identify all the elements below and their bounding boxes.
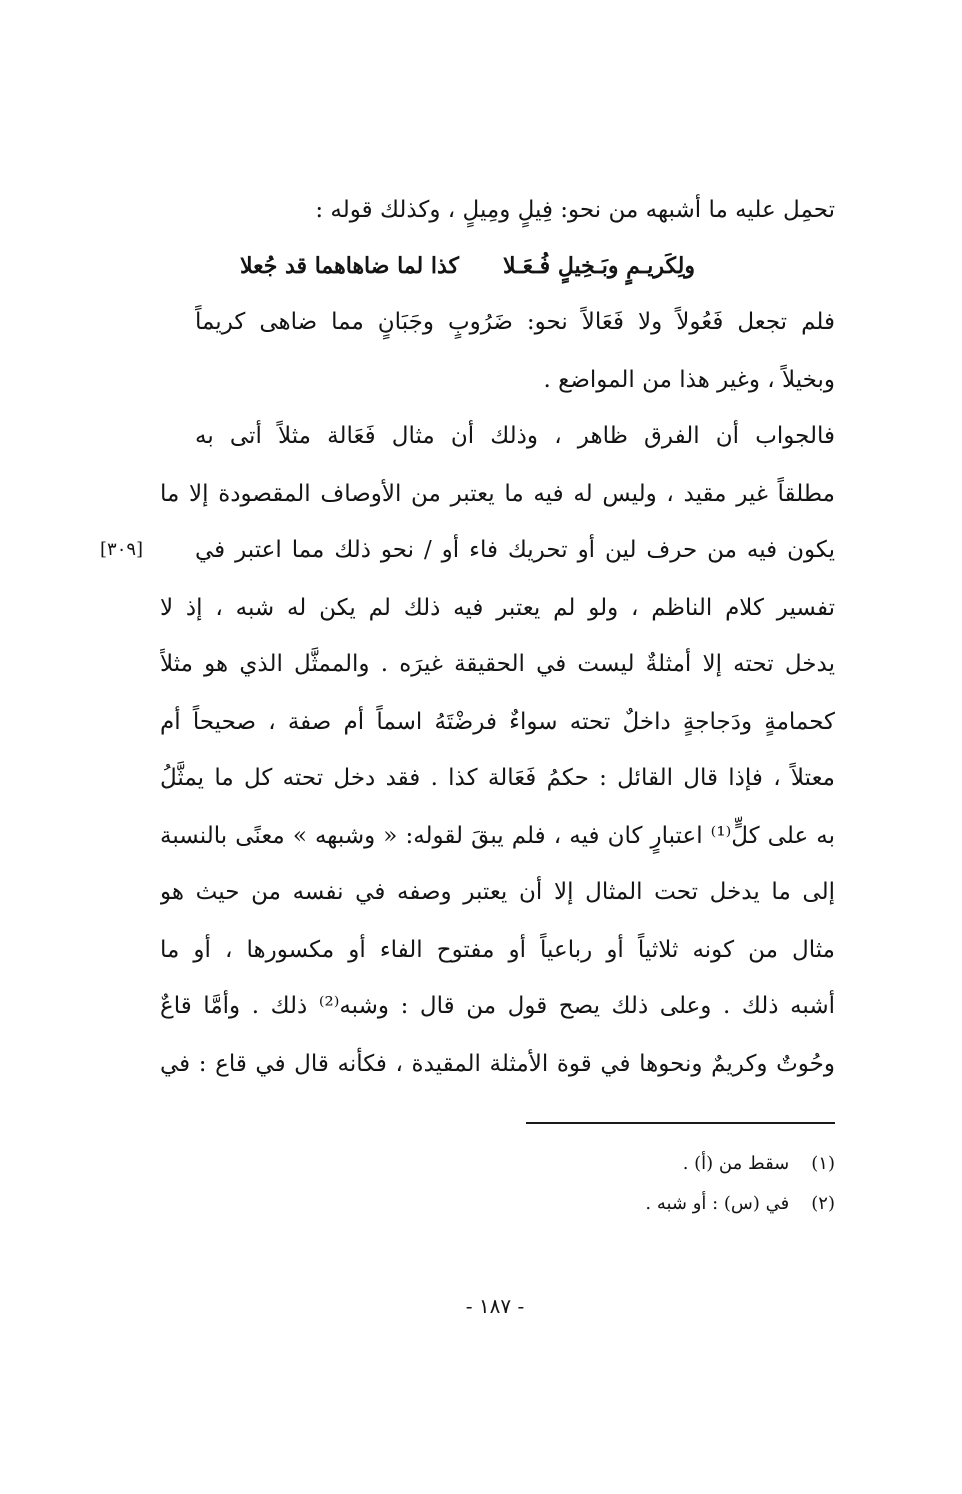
text-line-9: كحمامةٍ ودَجاجةٍ داخلٌ تحته سواءٌ فرضْتَهُ اسماً أم صفة ، صحيحاً أم — [160, 709, 835, 735]
footnote-number: (١) — [811, 1153, 835, 1174]
text-line-7: تفسير كلام الناظم ، ولو لم يعتبر فيه ذلك لم يكن له شبه ، إذ لا — [160, 595, 835, 621]
footnote-text: في (س) : أو شبه . — [645, 1193, 790, 1214]
text-line-13: مثال من كونه ثلاثياً أو رباعياً أو مفتوح الفاء أو مكسورها ، أو ما — [160, 937, 835, 963]
footnote-1 — [683, 1150, 835, 1178]
footnote-separator — [526, 1122, 835, 1124]
text-line-4: فالجواب أن الفرق ظاهر ، وذلك أن مثال فَعَالة مثلاً أتى به — [195, 423, 835, 449]
text-line-15: وحُوتٌ وكريمٌ ونحوها في قوة الأمثلة المقيدة ، فكأنه قال في قاع : في — [160, 1051, 835, 1077]
verse-second-hemistich: كذا لما ضاهاهما قد جُعلا — [240, 253, 460, 279]
footnote-text: سقط من (أ) . — [682, 1153, 790, 1174]
text-line-2: فلم تجعل فَعُولاً ولا فَعَالاً نحو: ضَرُوبٍ وجَبَانٍ مما ضاهى كريماً — [195, 309, 835, 335]
text-line-12: إلى ما يدخل تحت المثال إلا أن يعتبر وصفه في نفسه من حيث هو — [160, 879, 835, 905]
text-line-8: يدخل تحته إلا أمثلةٌ ليست في الحقيقة غيرَه . والممثَّل الذي هو مثلاً — [160, 651, 835, 677]
page-number: - ١٨٧ - — [465, 1294, 525, 1318]
footnote-number: (٢) — [811, 1193, 835, 1214]
text-line-14: أشبه ذلك . وعلى ذلك يصح قول من قال : وشبه⁽²⁾ ذلك . وأمَّا قاعٌ — [160, 993, 835, 1019]
footnote-2 — [645, 1190, 835, 1218]
text-line-11: به على كلٍّ⁽¹⁾ اعتبارٍ كان فيه ، فلم يبقَ لقوله: « وشبهه » معنًى بالنسبة — [160, 823, 835, 849]
text-line-5: مطلقاً غير مقيد ، وليس له فيه ما يعتبر من الأوصاف المقصودة إلا ما — [160, 481, 835, 507]
text-line-10: معتلاً ، فإذا قال القائل : حكمُ فَعَالة كذا . فقد دخل تحته كل ما يمثَّلُ — [160, 765, 835, 791]
text-line-6: يكون فيه من حرف لين أو تحريك فاء أو / نحو ذلك مما اعتبر في — [195, 537, 835, 563]
text-line-3: وبخيلاً ، وغير هذا من المواضع . — [543, 367, 835, 393]
margin-page-reference: [٣٠٩] — [100, 539, 144, 560]
verse-first-hemistich: ولِكَريـمٍ وبَـخِيلٍ فُـعَـلا — [503, 253, 695, 279]
text-line-1: تحمِل عليه ما أشبهه من نحو: فِيلٍ ومِيلٍ ، وكذلك قوله : — [315, 197, 835, 223]
